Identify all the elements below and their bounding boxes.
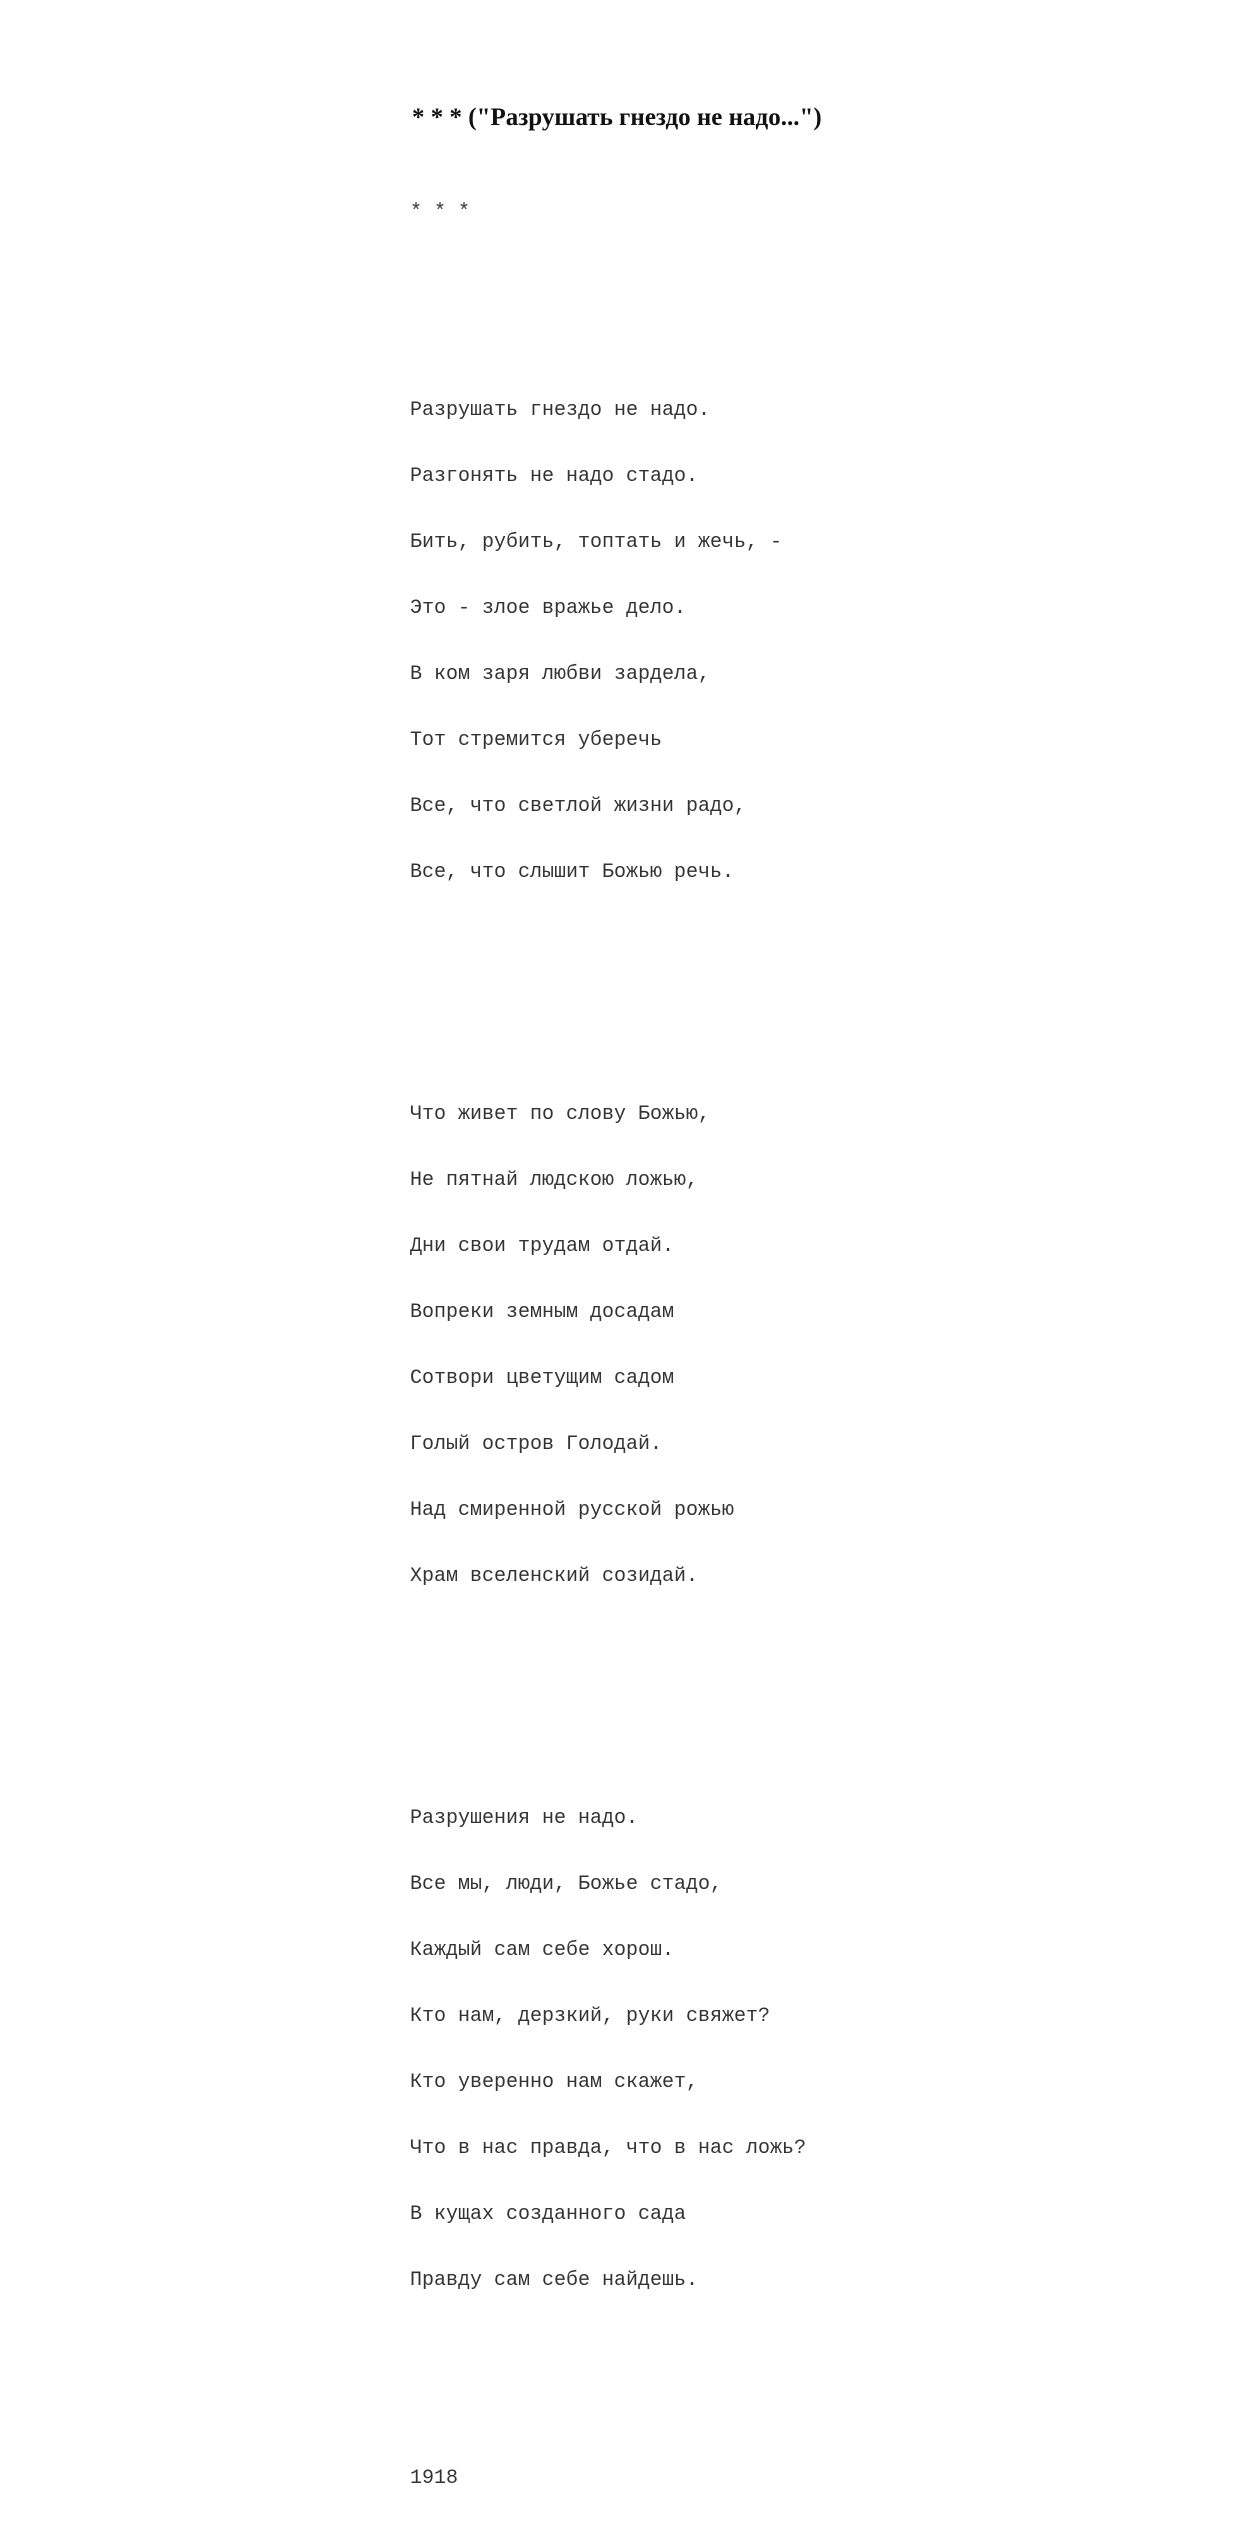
stanza-1 [410,356,806,928]
stanza-3 [410,1764,806,2336]
poem-line: Все мы, люди, Божье стадо, [410,1873,723,1896]
poem-line: Правду сам себе найдешь. [410,2269,699,2292]
poem-line: Голый остров Голодай. [410,1433,663,1456]
stanza-gap [410,972,806,994]
poem-line: В кущах созданного сада [410,2203,687,2226]
poem-line: Вопреки земным досадам [410,1301,675,1324]
poem-line: Кто уверенно нам скажет, [410,2071,699,2094]
poem-line: Не пятнай людскою ложью, [410,1169,699,1192]
poem-line: Все, что слышит Божью речь. [410,861,735,884]
stanza-gap [410,1676,806,1698]
poem-line: Что в нас правда, что в нас ложь? [410,2137,807,2160]
poem-line: Тот стремится уберечь [410,729,663,752]
poem-line: Это - злое вражье дело. [410,597,687,620]
poem-ornament: * * * [410,201,471,224]
poem-line: Сотвори цветущим садом [410,1367,675,1390]
poem-year: 1918 [410,2467,459,2490]
poem-line: Разгонять не надо стадо. [410,465,699,488]
poem-line: Кто нам, дерзкий, руки свяжет? [410,2005,771,2028]
poem-line: Каждый сам себе хорош. [410,1939,675,1962]
stanza-gap [410,268,806,290]
poem-line: В ком заря любви зардела, [410,663,711,686]
poem-line: Дни свои трудам отдай. [410,1235,675,1258]
poem-line: Храм вселенский созидай. [410,1565,699,1588]
poem-title: * * * ("Разрушать гнездо не надо...") [412,104,822,131]
stanza-2 [410,1060,806,1632]
poem-line: Что живет по слову Божью, [410,1103,711,1126]
poem-line: Разрушения не надо. [410,1807,639,1830]
poem-body [410,158,806,2534]
poem-line: Бить, рубить, топтать и жечь, - [410,531,783,554]
poem-line: Все, что светлой жизни радо, [410,795,747,818]
stanza-gap [410,2380,806,2402]
poem-line: Разрушать гнездо не надо. [410,399,711,422]
poem-line: Над смиренной русской рожью [410,1499,735,1522]
